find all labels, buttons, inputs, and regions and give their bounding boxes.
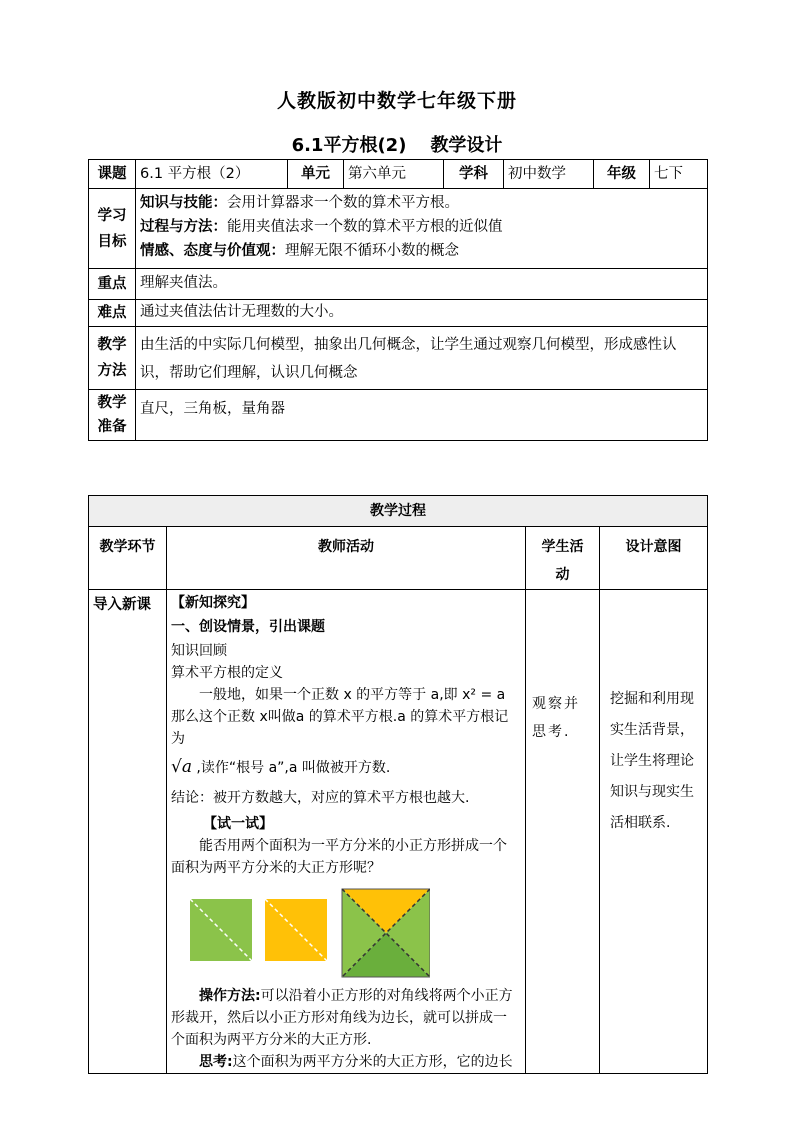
topic-value: 6.1 平方根（2）	[136, 160, 288, 189]
definition-notation	[171, 756, 519, 779]
prep-text: 直尺，三角板，量角器	[136, 390, 708, 441]
process-title: 教学过程	[89, 496, 708, 527]
think-question: 思考:这个面积为两平方分米的大正方形，它的边长	[199, 1054, 513, 1070]
sqrt-symbol: √a	[171, 757, 192, 777]
try-question: 能否用两个面积为一平方分米的小正方形拼成一个面积为两平方分米的大正方形呢？	[171, 838, 507, 876]
student-activity: 观察并思考.	[526, 590, 600, 1074]
topic-label: 课题	[89, 160, 136, 189]
col-purpose-header: 设计意图	[600, 527, 708, 590]
definition-paragraph: 一般地，如果一个正数 x 的平方等于 a,即 x² = a 那么这个正数 x叫做a 的算术平方根.a 的算术平方根记为	[171, 687, 509, 747]
difficulty-label: 难点	[89, 300, 136, 327]
grade-label: 年级	[594, 160, 650, 189]
unit-value: 第六单元	[344, 160, 444, 189]
goal-knowledge: 知识与技能：会用计算器求一个数的算术平方根。	[140, 195, 459, 211]
lesson-info-table	[88, 159, 708, 441]
document-subtitle	[0, 131, 794, 157]
goal-process: 过程与方法：能用夹值法求一个数的算术平方根的近似值	[140, 219, 503, 235]
grade-value: 七下	[650, 160, 708, 189]
key-point-label: 重点	[89, 269, 136, 300]
definition-label: 算术平方根的定义	[171, 665, 283, 681]
large-assembled-square	[342, 889, 430, 977]
col-teacher-header: 教师活动	[167, 527, 526, 590]
section-tag: 【新知探究】	[171, 595, 255, 611]
green-small-square	[190, 899, 252, 961]
conclusion-text: 结论：被开方数越大，对应的算术平方根也越大.	[171, 790, 470, 806]
method-text: 由生活的中实际几何模型，抽象出几何概念，让学生通过观察几何模型，形成感性认识，帮助它们理解，认识几何概念	[136, 327, 708, 390]
prep-label: 教学 准备	[89, 390, 136, 441]
definition-reading: ,读作“根号 a”,a 叫做被开方数.	[191, 760, 391, 776]
lesson-name: 6.1平方根(2)	[291, 135, 407, 156]
review-label: 知识回顾	[171, 643, 227, 659]
col-stage-header: 教学环节	[89, 527, 167, 590]
section-heading: 一、创设情景，引出课题	[171, 619, 325, 635]
key-point-text: 理解夹值法。	[136, 269, 708, 300]
document-title: 人教版初中数学七年级下册	[276, 90, 517, 112]
goals-label: 学习 目标	[89, 189, 136, 269]
design-purpose: 挖掘和利用现实生活背景，让学生将理论知识与现实生活相联系.	[600, 590, 708, 1074]
col-student-header: 学生活 动	[526, 527, 600, 590]
teacher-activity	[167, 590, 526, 1074]
teaching-process-table	[88, 495, 708, 1074]
subject-label: 学科	[444, 160, 504, 189]
stage-name: 导入新课	[89, 590, 167, 1074]
try-tag: 【试一试】	[203, 816, 273, 832]
method-label: 教学 方法	[89, 327, 136, 390]
document-kind: 教学设计	[430, 135, 503, 156]
difficulty-text: 通过夹值法估计无理数的大小。	[136, 300, 708, 327]
unit-label: 单元	[288, 160, 344, 189]
square-cutting-diagram	[185, 887, 430, 979]
operation-method: 操作方法:可以沿着小正方形的对角线将两个小正方形裁开，然后以小正方形对角线为边长，就可以拼成一个面积为两平方分米的大正方形.	[171, 988, 513, 1048]
goal-attitude: 情感、态度与价值观：理解无限不循环小数的概念	[140, 243, 459, 259]
orange-small-square	[265, 899, 327, 961]
subject-value: 初中数学	[504, 160, 594, 189]
learning-goals	[136, 189, 708, 269]
